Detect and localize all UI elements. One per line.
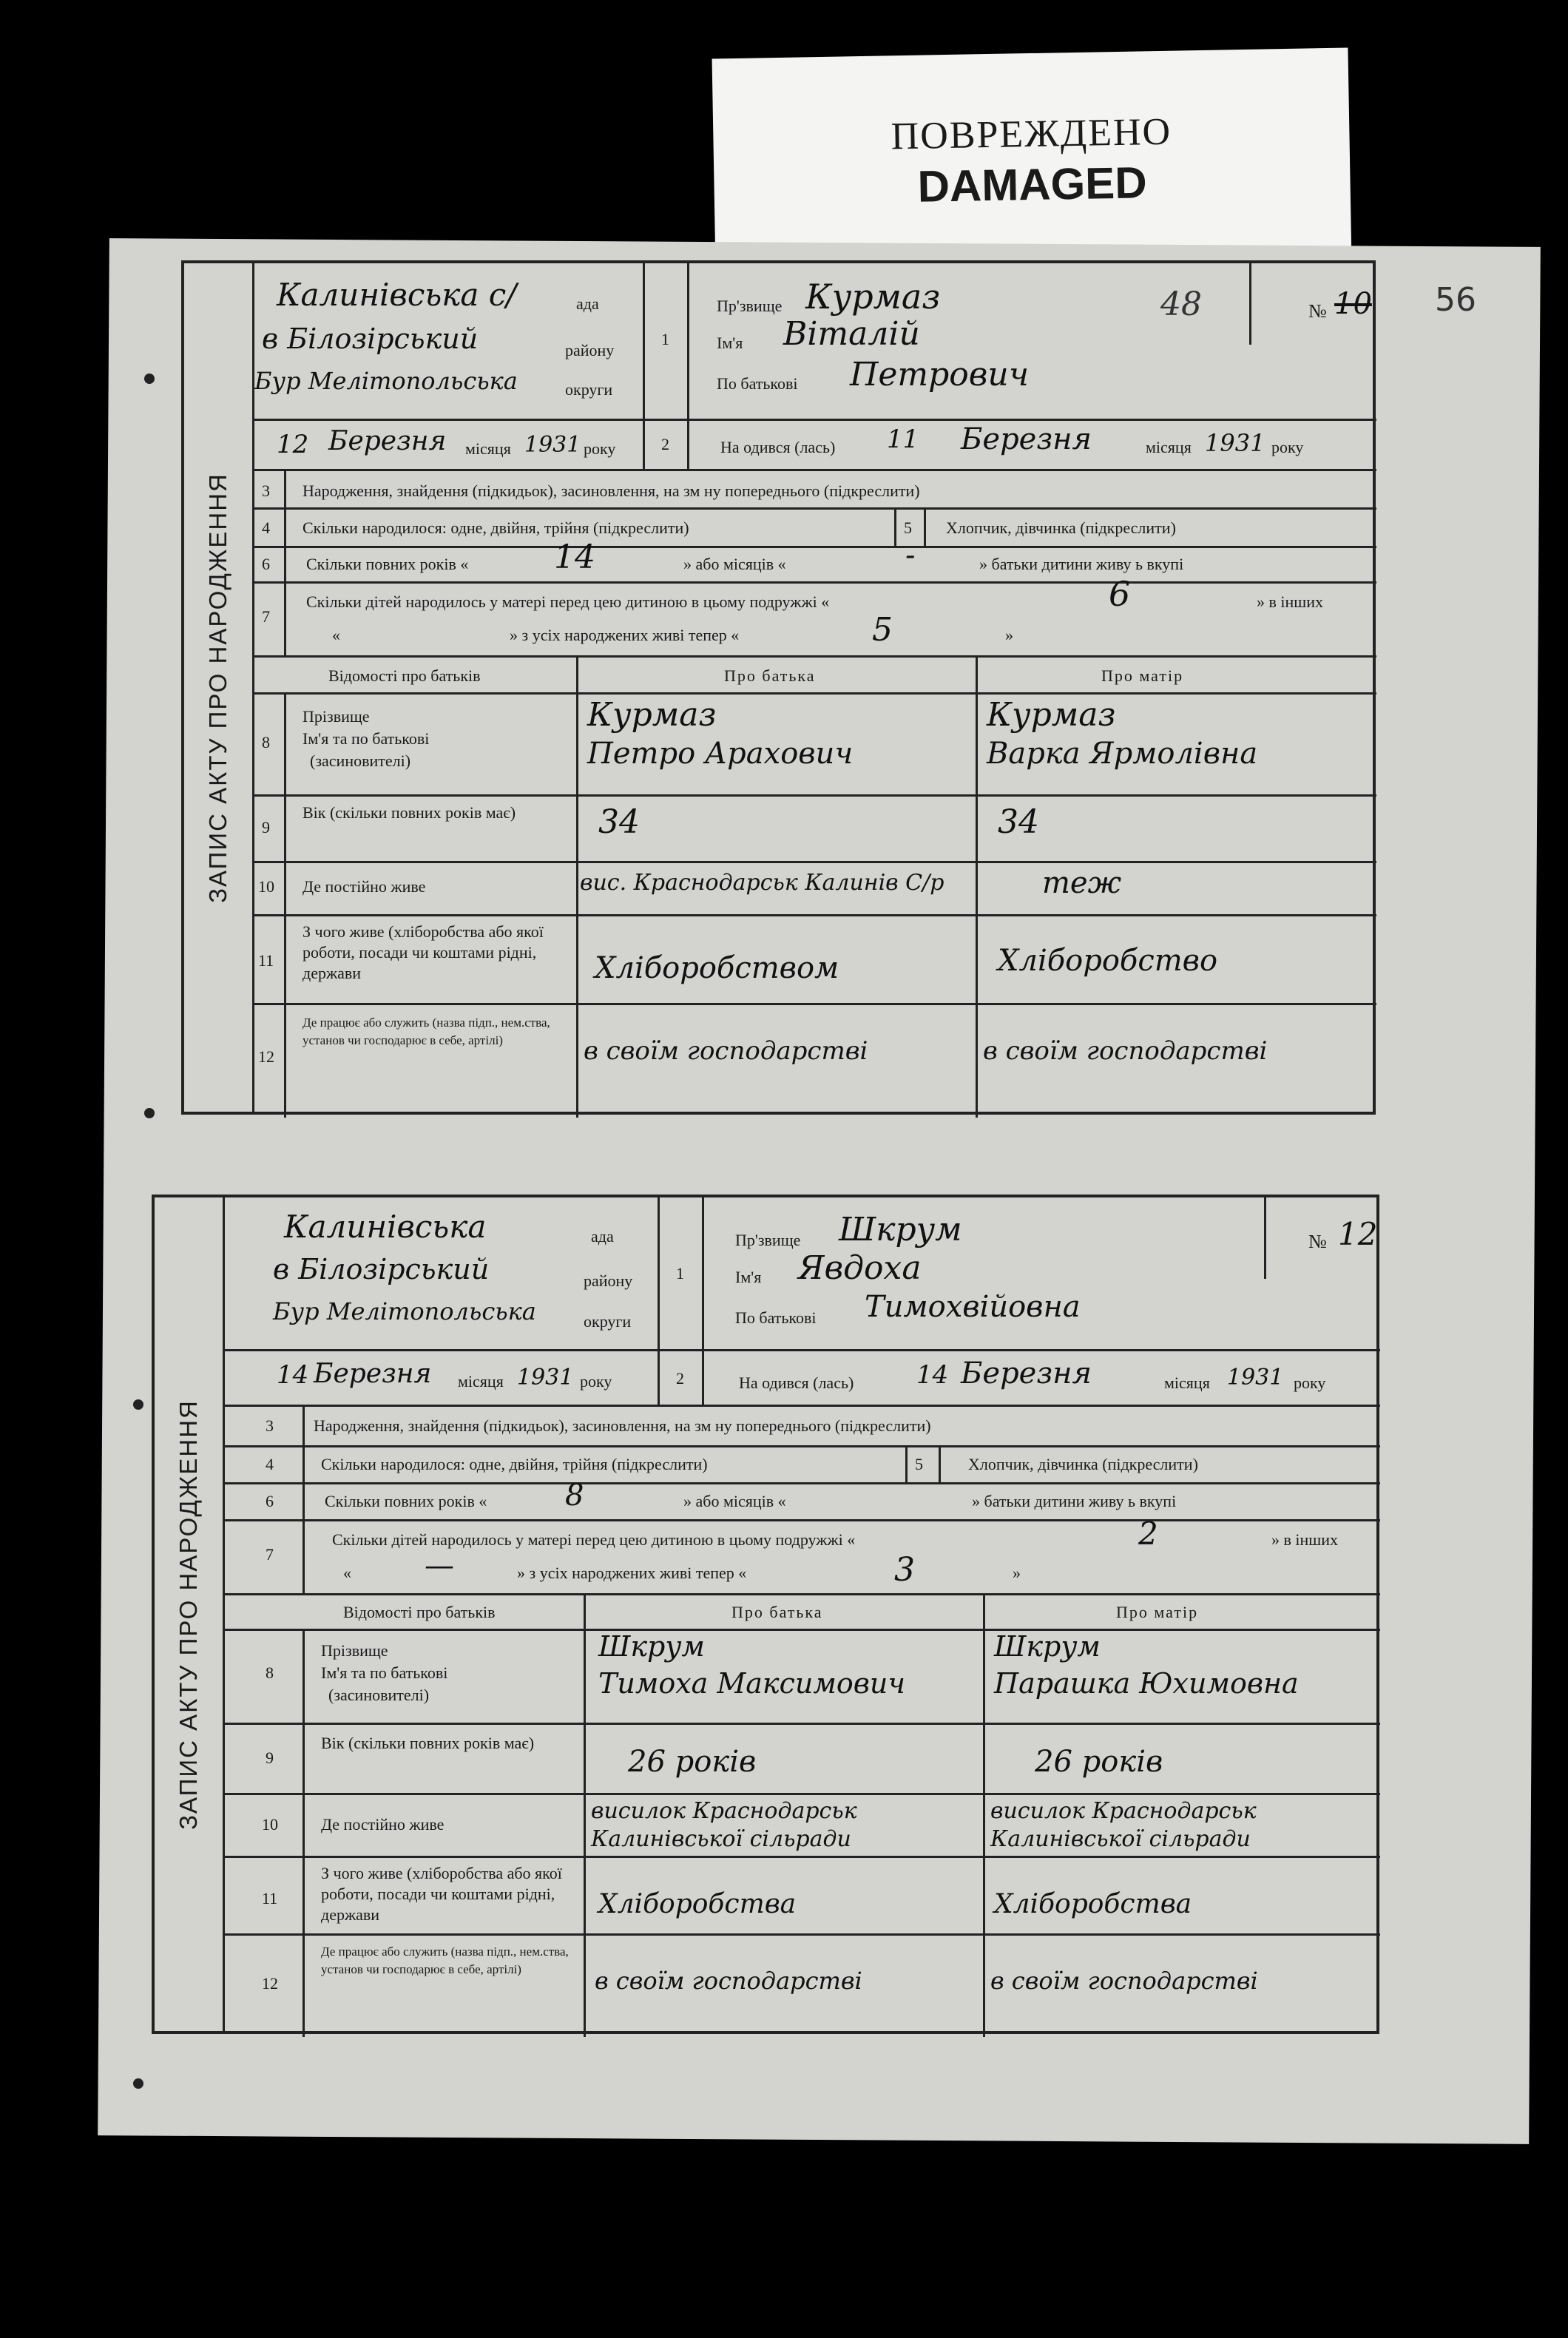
children-before: 2 [1138, 1516, 1158, 1552]
child-patronymic: Петрович [850, 356, 1030, 393]
mother-surname: Курмаз [987, 696, 1116, 734]
reg-year: 1931 [517, 1365, 574, 1391]
father-occupation: Хліборобством [595, 951, 839, 985]
side-title: ЗАПИС АКТУ ПРО НАРОДЖЕННЯ [184, 263, 254, 1112]
stamp-text-ua: ПОВРЕЖДЕНО [891, 110, 1172, 158]
row-number: 7 [266, 1545, 274, 1564]
row5-text: Хлопчик, дівчинка (підкреслити) [968, 1455, 1198, 1473]
row4-text: Скільки народилося: одне, двійня, трійня (підкреслити) [321, 1455, 708, 1473]
birth-record-2 [152, 1195, 1379, 2034]
patronymic-label: По батькові [735, 1308, 817, 1327]
row-number: 3 [262, 482, 270, 500]
reg-month: Березня [314, 1359, 432, 1389]
row-number: 9 [266, 1749, 274, 1767]
row-number: 4 [262, 518, 270, 537]
father-occupation: Хліборобства [598, 1889, 797, 1919]
row8-label: Ім'я та по батькові [303, 729, 430, 748]
council-value: Калинівська [284, 1209, 487, 1245]
mother-header: Про матір [1116, 1603, 1199, 1621]
month-word: місяця [1146, 438, 1192, 456]
year-word: року [1271, 438, 1304, 456]
row9-label: Вік (скільки повних років має) [303, 803, 516, 822]
row-number: 4 [266, 1455, 274, 1473]
row7-text-a: Скільки дітей народилось у матері перед цею дитиною в цьому подружжі « [332, 1530, 856, 1549]
reg-day: 14 [277, 1360, 309, 1390]
children-before: 6 [1109, 574, 1131, 614]
child-name: Явдоха [798, 1249, 922, 1287]
row6-text-b: » або місяців « [683, 1492, 786, 1510]
row-number: 1 [661, 330, 669, 348]
row-number: 8 [266, 1663, 274, 1682]
years-together: 8 [565, 1479, 584, 1513]
row6-text-c: » батьки дитини живу ь вкупі [979, 555, 1184, 573]
birth-record-1 [181, 260, 1376, 1115]
parents-header: Відомості про батьків [328, 666, 481, 685]
children-other: — [425, 1549, 454, 1583]
father-name: Петро Арахович [587, 737, 854, 771]
record-number: 10 [1334, 287, 1372, 321]
mother-residence-2: Калинівської сільради [990, 1826, 1251, 1852]
row7-text-e: » [1013, 1564, 1021, 1582]
row12-label: Де працює або служить (назва підп., нем.ства, установ чи господарює в себе, артілі) [321, 1945, 569, 1976]
side-title: ЗАПИС АКТУ ПРО НАРОДЖЕННЯ [155, 1197, 225, 2031]
row8-label: Прізвище [321, 1641, 388, 1660]
born-label: На одився (лась) [739, 1374, 854, 1392]
mother-occupation: Хліборобство [998, 944, 1218, 978]
mother-age: 34 [998, 803, 1039, 841]
year-word: року [1294, 1374, 1326, 1392]
district-value: в Білозірський [262, 322, 479, 355]
father-residence: вис. Краснодарськ Калинів С/р [580, 870, 944, 896]
row7-text-c: « [332, 626, 340, 644]
district-suffix: району [584, 1271, 633, 1290]
name-label: Ім'я [717, 334, 743, 352]
row-number: 5 [904, 518, 912, 537]
months-together: - [905, 538, 916, 572]
number-label: № [1308, 1231, 1327, 1252]
birth-day: 11 [887, 425, 919, 454]
row-number: 6 [266, 1492, 274, 1510]
row10-label: Де постійно живе [321, 1815, 445, 1834]
row7-text-b: » в інших [1257, 592, 1323, 611]
row11-label: З чого живе (хліборобства або якої роботи, посади чи коштами рідні, держави [303, 922, 544, 982]
month-word: місяця [458, 1372, 504, 1391]
row-number: 10 [262, 1815, 278, 1834]
row-number: 2 [676, 1369, 684, 1388]
row8-label: (засиновителі) [310, 751, 411, 770]
mother-work: в своїм господарстві [990, 1967, 1258, 1995]
row-number: 7 [262, 607, 270, 626]
father-residence-1: висилок Краснодарськ [591, 1798, 857, 1824]
record-number: 12 [1338, 1216, 1378, 1252]
row9-label: Вік (скільки повних років має) [321, 1734, 535, 1752]
row-number: 8 [262, 733, 270, 751]
year-word: року [580, 1372, 612, 1391]
row-number: 3 [266, 1416, 274, 1435]
father-age: 34 [598, 803, 640, 841]
okrug-suffix: округи [565, 380, 613, 399]
row3-text: Народження, знайдення (підкидьок), засиновлення, на зм ну попереднього (підкреслити) [303, 482, 920, 500]
row-number: 10 [258, 877, 274, 896]
mother-occupation: Хліборобства [994, 1889, 1192, 1919]
row-number: 11 [262, 1889, 278, 1908]
okrug-suffix: округи [584, 1312, 632, 1331]
born-label: На одився (лась) [720, 438, 836, 456]
birth-year: 1931 [1205, 429, 1265, 457]
punch-hole [144, 374, 155, 384]
district-value: в Білозірський [273, 1253, 490, 1285]
child-patronymic: Тимохвійовна [865, 1290, 1081, 1324]
row7-text-b: » в інших [1271, 1530, 1338, 1549]
district-suffix: району [565, 341, 615, 359]
row6-text-c: » батьки дитини живу ь вкупі [972, 1492, 1177, 1510]
reg-day: 12 [277, 430, 309, 459]
row4-text: Скільки народилося: одне, двійня, трійня (підкреслити) [303, 518, 689, 537]
row-number: 11 [258, 951, 274, 970]
mother-surname: Шкрум [994, 1630, 1101, 1663]
month-word: місяця [465, 439, 511, 458]
row8-label: Ім'я та по батькові [321, 1663, 448, 1682]
row10-label: Де постійно живе [303, 877, 426, 896]
row-number: 1 [676, 1264, 684, 1283]
father-residence-2: Калинівської сільради [591, 1826, 851, 1852]
mother-residence: теж [1042, 866, 1122, 900]
council-value: Калинівська с/ [277, 277, 517, 313]
year-word: року [584, 439, 616, 458]
father-header: Про батька [731, 1603, 823, 1621]
mother-work: в своїм господарстві [983, 1036, 1268, 1066]
father-surname: Курмаз [587, 696, 717, 734]
row7-text-d: » з усіх народжених живі тепер « [510, 626, 740, 644]
row-number: 12 [258, 1047, 274, 1066]
row3-text: Народження, знайдення (підкидьок), засиновлення, на зм ну попереднього (підкреслити) [314, 1416, 931, 1435]
month-word: місяця [1164, 1374, 1210, 1392]
row6-text-b: » або місяців « [683, 555, 786, 573]
punch-hole [133, 1399, 143, 1410]
child-name: Віталій [783, 315, 920, 353]
row7-text-d: » з усіх народжених живі тепер « [517, 1564, 747, 1582]
mother-age: 26 років [1035, 1745, 1163, 1779]
page-number: 56 [1435, 281, 1476, 319]
row6-text-a: Скільки повних років « [325, 1492, 487, 1510]
council-suffix: ада [591, 1227, 614, 1246]
row11-label: З чого живе (хліборобства або якої роботи, посади чи коштами рідні, держави [321, 1864, 562, 1924]
row6-text-a: Скільки повних років « [306, 555, 469, 573]
surname-label: Пр'звище [735, 1231, 801, 1249]
punch-hole [144, 1108, 155, 1118]
row5-text: Хлопчик, дівчинка (підкреслити) [946, 518, 1176, 537]
okrug-value: Бур Мелітопольська [254, 367, 518, 395]
council-suffix: ада [576, 294, 599, 313]
mother-name: Варка Ярмолівна [987, 737, 1258, 771]
father-work: в своїм господарстві [584, 1036, 868, 1066]
row-number: 6 [262, 555, 270, 573]
children-living: 5 [872, 611, 893, 649]
okrug-value: Бур Мелітопольська [273, 1297, 536, 1325]
row7-text-e: » [1005, 626, 1013, 644]
father-age: 26 років [628, 1745, 757, 1779]
father-surname: Шкрум [598, 1630, 705, 1663]
child-surname: Шкрум [839, 1211, 962, 1249]
stamp-text-en: DAMAGED [917, 158, 1148, 212]
father-header: Про батька [724, 666, 816, 685]
surname-label: Пр'звище [717, 297, 783, 315]
patronymic-label: По батькові [717, 374, 798, 393]
children-living: 3 [894, 1551, 915, 1589]
father-name: Тимоха Максимович [598, 1667, 905, 1700]
birth-day: 14 [916, 1360, 949, 1390]
row7-text-a: Скільки дітей народилось у матері перед цею дитиною в цьому подружжі « [306, 592, 830, 611]
mother-residence-1: висилок Краснодарськ [990, 1798, 1257, 1824]
row12-label: Де працює або служить (назва підп., нем.ства, установ чи господарює в себе, артілі) [303, 1016, 550, 1047]
row-number: 5 [915, 1455, 923, 1473]
punch-hole [133, 2078, 143, 2089]
row-number: 12 [262, 1974, 278, 1993]
reg-year: 1931 [524, 432, 581, 458]
row-number: 2 [661, 435, 669, 453]
row-number: 9 [262, 818, 270, 837]
damaged-stamp [712, 48, 1352, 274]
birth-month: Березня [961, 422, 1092, 456]
row8-label: Прізвище [303, 707, 370, 726]
mother-name: Парашка Юхимовна [994, 1667, 1299, 1700]
row8-label: (засиновителі) [328, 1686, 430, 1704]
crossed-mark: 48 [1160, 286, 1202, 323]
father-work: в своїм господарстві [595, 1967, 862, 1995]
row7-text-c: « [343, 1564, 351, 1582]
birth-month: Березня [961, 1356, 1092, 1391]
mother-header: Про матір [1101, 666, 1184, 685]
number-label: № [1308, 300, 1327, 322]
reg-month: Березня [328, 426, 447, 456]
child-surname: Курмаз [805, 277, 941, 317]
years-together: 14 [554, 538, 595, 576]
name-label: Ім'я [735, 1268, 762, 1286]
parents-header: Відомості про батьків [343, 1603, 496, 1621]
birth-year: 1931 [1227, 1365, 1284, 1391]
